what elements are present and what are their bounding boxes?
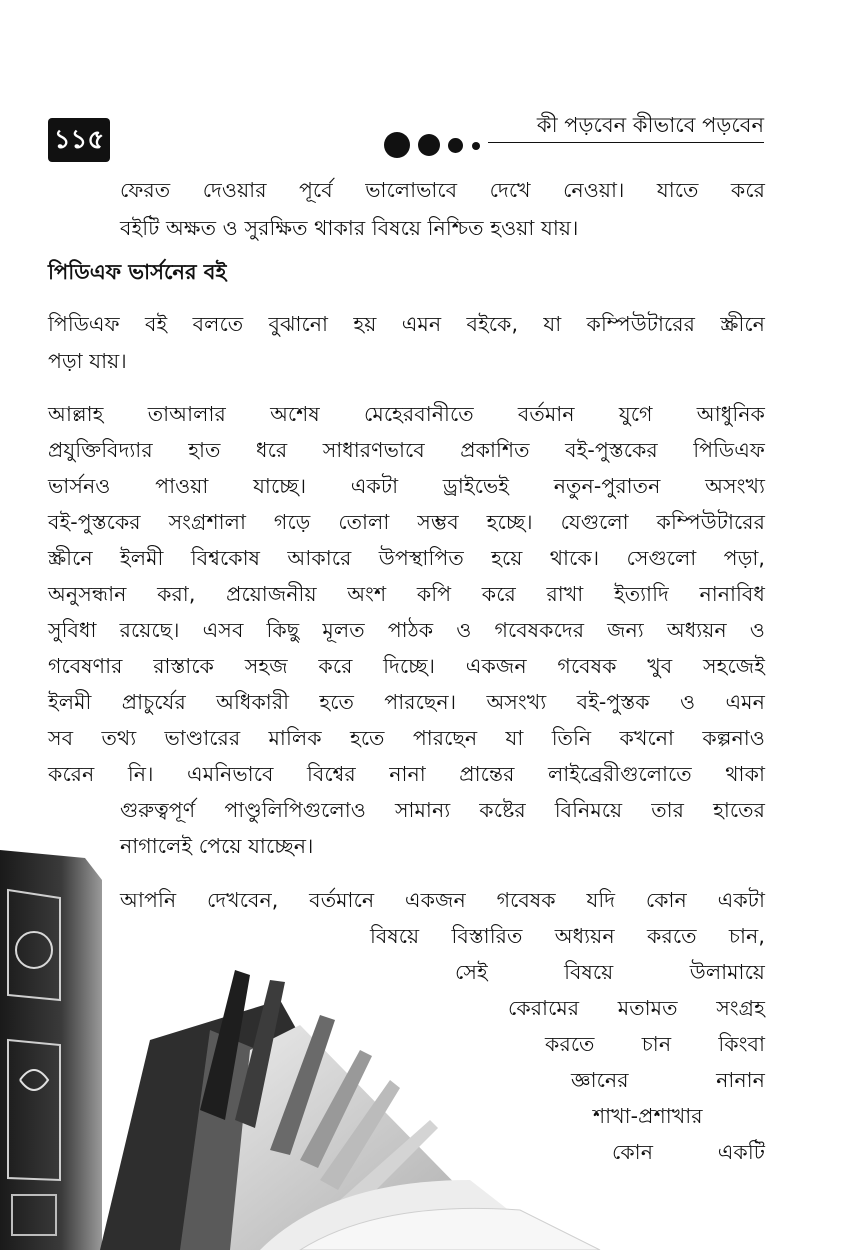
paragraph-3-line: শাখা-প্রশাখার: [593, 1104, 703, 1128]
paragraph-2-line: নাগালেই পেয়ে যাচ্ছেন।: [120, 834, 314, 858]
paragraph-2-line: অনুসন্ধান করা, প্রয়োজনীয় অংশ কপি করে রাখা ইত্যাদি নানাবিধ: [48, 582, 765, 606]
paragraph-3-line: করতে চান কিংবা: [545, 1032, 765, 1056]
paragraph-3-line: কোন একটি: [612, 1140, 765, 1164]
paragraph-2-line: বই-পুস্তকের সংগ্রশালা গড়ে তোলা সম্ভব হচ্ছে। যেগুলো কম্পিউটারের: [48, 510, 765, 534]
section-heading: পিডিএফ ভার্সনের বই: [48, 260, 227, 284]
paragraph-1-line: পড়া যায়।: [48, 349, 127, 373]
paragraph-3-line: বিষয়ে বিস্তারিত অধ্যয়ন করতে চান,: [370, 924, 765, 948]
paragraph-2-line: করেন নি। এমনিভাবে বিশ্বের নানা প্রান্তের লাইব্রেরীগুলোতে থাকা: [48, 762, 765, 786]
paragraph-2-line: আল্লাহ তাআলার অশেষ মেহেরবানীতে বর্তমান যুগে আধুনিক: [48, 402, 765, 426]
paragraph-2-line: ভার্সনও পাওয়া যাচ্ছে। একটা ড্রাইভেই নতুন-পুরাতন অসংখ্য: [48, 474, 765, 498]
paragraph-1-line: পিডিএফ বই বলতে বুঝানো হয় এমন বইকে, যা কম্পিউটারের স্ক্রীনে: [48, 312, 765, 336]
books-illustration: [0, 850, 866, 1250]
continuation-line-2: বইটি অক্ষত ও সুরক্ষিত থাকার বিষয়ে নিশ্চিত হওয়া যায়।: [120, 216, 579, 240]
running-title: কী পড়বেন কীভাবে পড়বেন: [488, 108, 764, 143]
page-number: ১১৫: [48, 118, 110, 162]
paragraph-2-line: সব তথ্য ভাণ্ডারের মালিক হতে পারছেন যা তিনি কখনো কল্পনাও: [48, 726, 765, 750]
paragraph-2-line: সুবিধা রয়েছে। এসব কিছু মূলত পাঠক ও গবেষকদের জন্য অধ্যয়ন ও: [48, 618, 765, 642]
paragraph-3-line: কেরামের মতামত সংগ্রহ: [508, 996, 765, 1020]
paragraph-2-line: ইলমী প্রাচুর্যের অধিকারী হতে পারছেন। অসংখ্য বই-পুস্তক ও এমন: [48, 690, 765, 714]
paragraph-2-line: স্ক্রীনে ইলমী বিশ্বকোষ আকারে উপস্থাপিত হয়ে থাকে। সেগুলো পড়া,: [48, 546, 765, 570]
paragraph-3-line: জ্ঞানের নানান: [571, 1068, 765, 1092]
paragraph-3-line: আপনি দেখবেন, বর্তমানে একজন গবেষক যদি কোন একটা: [120, 888, 765, 912]
paragraph-2-line: গবেষণার রাস্তাকে সহজ করে দিচ্ছে। একজন গবেষক খুব সহজেই: [48, 654, 765, 678]
paragraph-2-line: গুরুত্বপূর্ণ পাণ্ডুলিপিগুলোও সামান্য কষ্টের বিনিময়ে তার হাতের: [120, 798, 765, 822]
continuation-line-1: ফেরত দেওয়ার পূর্বে ভালোভাবে দেখে নেওয়া। যাতে করে: [120, 178, 765, 202]
paragraph-2-line: প্রযুক্তিবিদ্যার হাত ধরে সাধারণভাবে প্রকাশিত বই-পুস্তকের পিডিএফ: [48, 438, 765, 462]
paragraph-3-line: সেই বিষয়ে উলামায়ে: [455, 960, 765, 984]
